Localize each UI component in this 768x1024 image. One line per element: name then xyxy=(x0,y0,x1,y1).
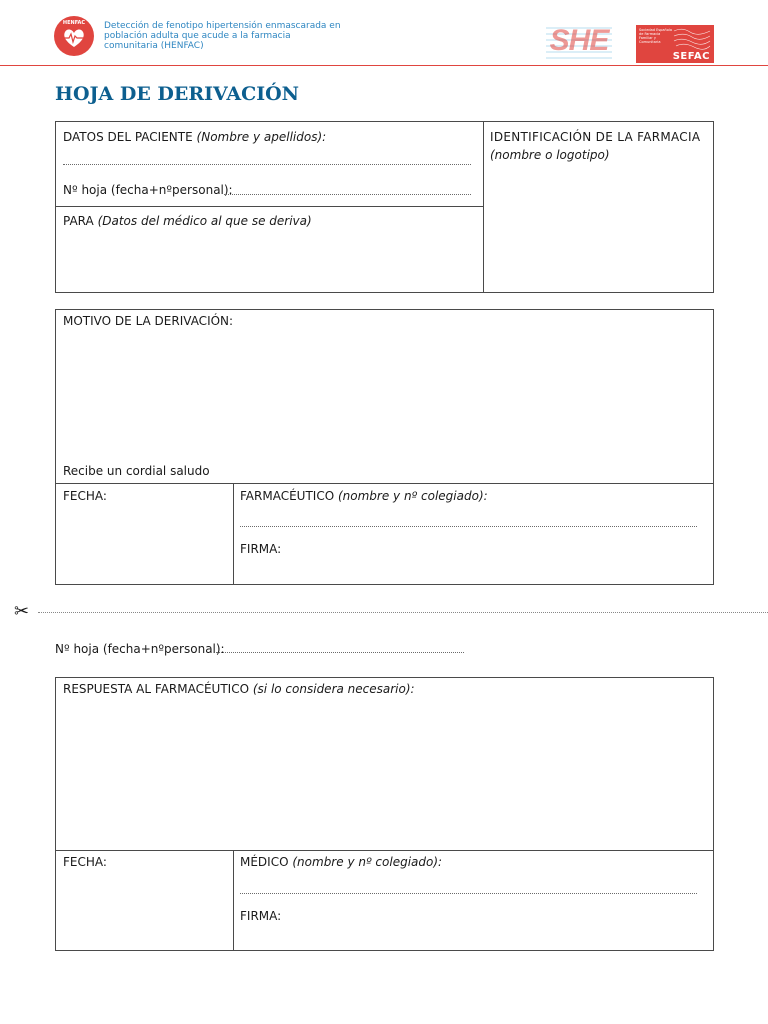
response-date-field[interactable] xyxy=(57,872,231,948)
heart-icon xyxy=(54,16,94,56)
doctor-response-box xyxy=(55,677,714,951)
date-field[interactable] xyxy=(57,506,231,582)
sefac-pattern-graphic xyxy=(672,27,712,53)
pharmacy-id-hint: (nombre o logotipo) xyxy=(490,148,610,162)
response-signature-field[interactable] xyxy=(296,904,696,948)
scissors-icon: ✂ xyxy=(14,601,30,622)
henfac-logo xyxy=(54,16,94,56)
response-date-label: FECHA: xyxy=(63,855,107,869)
destination-field[interactable] xyxy=(57,229,482,291)
response-label: RESPUESTA AL FARMACÉUTICO (si lo considera necesario): xyxy=(63,682,415,696)
referral-reason-box xyxy=(55,309,714,585)
pharmacy-id-field[interactable] xyxy=(485,166,713,292)
response-signature-label: FIRMA: xyxy=(240,909,282,923)
patient-data-label: DATOS DEL PACIENTE (Nombre y apellidos): xyxy=(63,130,327,144)
she-logo-text: SHE xyxy=(549,24,609,57)
referral-reason-field[interactable] xyxy=(57,332,713,458)
pharmacy-id-label: IDENTIFICACIÓN DE LA FARMACIA xyxy=(490,130,701,144)
page-header xyxy=(0,0,768,66)
patient-name-field[interactable] xyxy=(63,164,471,165)
cut-line xyxy=(38,612,768,613)
return-sheet-number-field[interactable] xyxy=(216,652,464,653)
sheet-number-label: Nº hoja (fecha+nºpersonal): xyxy=(63,183,233,197)
closing-text: Recibe un cordial saludo xyxy=(63,464,210,478)
sefac-logo xyxy=(636,25,714,63)
referral-reason-label: MOTIVO DE LA DERIVACIÓN: xyxy=(63,314,234,328)
study-title: Detección de fenotipo hipertensión enmascarada en población adulta que acude a la farmacia comunitaria (HENFAC) xyxy=(104,21,341,51)
sheet-number-field[interactable] xyxy=(224,194,471,195)
she-logo xyxy=(546,22,612,62)
sefac-name: SEFAC xyxy=(672,51,710,62)
pharmacist-field[interactable] xyxy=(240,526,697,527)
response-field[interactable] xyxy=(57,700,713,848)
patient-referral-box xyxy=(55,121,714,293)
doctor-label: MÉDICO (nombre y nº colegiado): xyxy=(240,855,443,869)
sefac-organization: Sociedad Española de Farmacia Familiar y Comunitaria xyxy=(639,28,672,44)
destination-label: PARA (Datos del médico al que se deriva) xyxy=(63,214,312,228)
henfac-logo-text: HENFAC xyxy=(62,20,86,26)
date-label: FECHA: xyxy=(63,489,107,503)
pharmacist-label: FARMACÉUTICO (nombre y nº colegiado): xyxy=(240,489,488,503)
return-sheet-number-label: Nº hoja (fecha+nºpersonal): xyxy=(55,642,225,656)
signature-field[interactable] xyxy=(296,538,696,582)
page-title: HOJA DE DERIVACIÓN xyxy=(55,83,299,105)
signature-label: FIRMA: xyxy=(240,542,282,556)
doctor-field[interactable] xyxy=(240,893,697,894)
